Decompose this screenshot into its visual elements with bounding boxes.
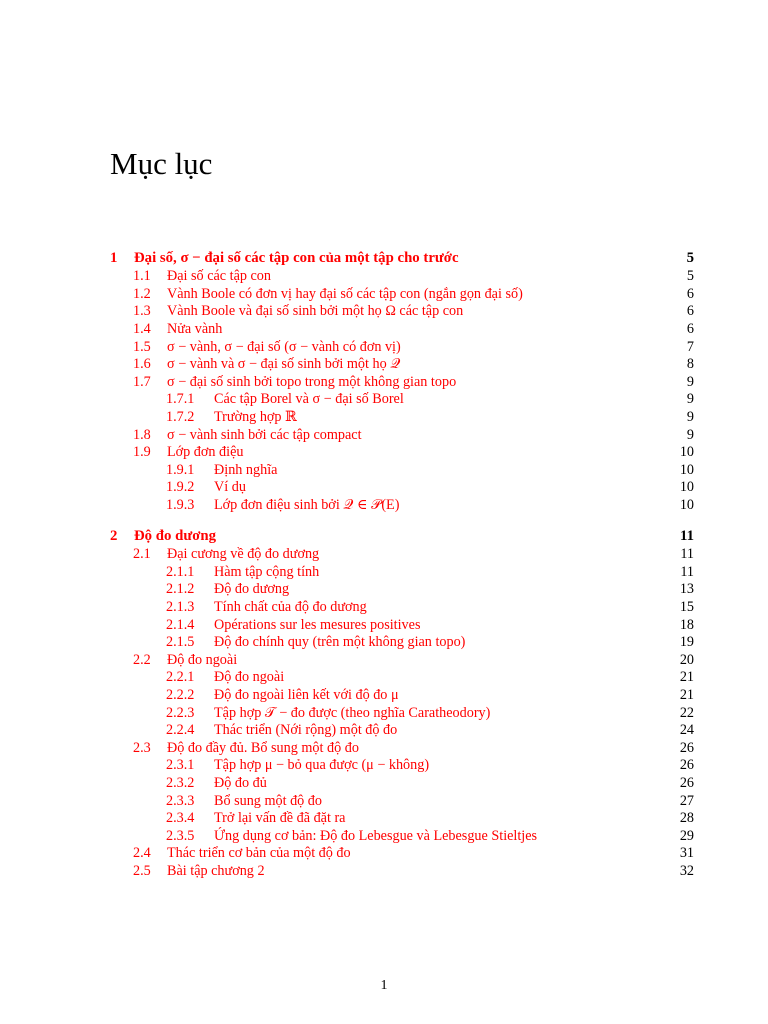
toc-entry-title[interactable]: Độ đo chính quy (trên một không gian topo): [214, 633, 471, 651]
toc-entry-title[interactable]: Trở lại vấn đề đã đặt ra: [214, 809, 351, 827]
toc-entry-number: 2.3.4: [166, 810, 195, 827]
toc-entry-number: 2.3: [133, 739, 151, 756]
toc-entry-page: 19: [658, 633, 694, 651]
toc-entry-number: 1.8: [133, 426, 151, 443]
toc-entry-number: 2.2.1: [166, 669, 195, 686]
toc-subsection-2-3-1[interactable]: [166, 756, 694, 774]
toc-entry-title[interactable]: Thác triển cơ bản của một độ đo: [167, 844, 357, 862]
toc-entry-number: 2.1.1: [166, 563, 195, 580]
toc-entry-title[interactable]: Định nghĩa: [214, 461, 283, 479]
toc-entry-title[interactable]: Ví dụ: [214, 478, 252, 496]
toc-subsection-2-3-5[interactable]: [166, 827, 694, 845]
toc-entry-page: 10: [658, 496, 694, 514]
toc-entry-title[interactable]: Các tập Borel và σ − đại số Borel: [214, 390, 410, 408]
toc-entry-title[interactable]: σ − vành, σ − đại số (σ − vành có đơn vị): [167, 338, 407, 356]
toc-section-1-1[interactable]: [133, 267, 694, 285]
toc-entry-title[interactable]: Đại số, σ − đại số các tập con của một tập cho trước: [134, 249, 465, 267]
toc-entry-page: 11: [658, 527, 694, 545]
toc-entry-page: 10: [658, 478, 694, 496]
toc-entry-number: 1.7.1: [166, 391, 195, 408]
toc-entry-title[interactable]: Độ đo ngoài: [167, 651, 243, 669]
toc-entry-page: 11: [658, 563, 694, 581]
toc-entry-number: 1.3: [133, 303, 151, 320]
toc-entry-title[interactable]: Tập hợp 𝒯 − đo được (theo nghĩa Caratheodory): [214, 704, 496, 722]
toc-entry-page: 9: [658, 426, 694, 444]
toc-entry-page: 26: [658, 739, 694, 757]
page-title: Mục lục: [110, 146, 213, 181]
toc-subsection-2-3-3[interactable]: [166, 792, 694, 810]
toc-entry-title[interactable]: Tính chất của độ đo dương: [214, 598, 373, 616]
toc-entry-page: 9: [658, 373, 694, 391]
toc-subsection-1-9-2[interactable]: [166, 478, 694, 496]
toc-entry-number: 2.2.3: [166, 704, 195, 721]
toc-entry-title[interactable]: σ − vành và σ − đại số sinh bởi một họ 𝒬: [167, 355, 406, 373]
toc-entry-page: 29: [658, 827, 694, 845]
toc-entry-page: 9: [658, 390, 694, 408]
toc-entry-page: 26: [658, 756, 694, 774]
toc-chapter-1[interactable]: [110, 249, 694, 267]
toc-entry-number: 2.1.4: [166, 616, 195, 633]
toc-entry-page: 9: [658, 408, 694, 426]
toc-entry-page: 6: [658, 302, 694, 320]
toc-entry-number: 1.2: [133, 285, 151, 302]
toc-entry-number: 1: [110, 250, 118, 266]
toc-subsection-2-1-2[interactable]: [166, 580, 694, 598]
toc-entry-page: 5: [658, 249, 694, 267]
toc-subsection-2-2-4[interactable]: [166, 721, 694, 739]
toc-entry-number: 1.7.2: [166, 408, 195, 425]
toc-entry-number: 2.2: [133, 651, 151, 668]
toc-entry-number: 1.6: [133, 356, 151, 373]
toc-entry-title[interactable]: Lớp đơn điệu: [167, 443, 249, 461]
toc-entry-title[interactable]: Độ đo ngoài liên kết với độ đo μ: [214, 686, 405, 704]
toc-entry-title[interactable]: Đại cương về độ đo dương: [167, 545, 325, 563]
toc-section-1-5[interactable]: [133, 338, 694, 356]
toc-entry-number: 1.9.1: [166, 461, 195, 478]
toc-entry-number: 2.1.5: [166, 634, 195, 651]
toc-section-2-1[interactable]: [133, 545, 694, 563]
toc-entry-title[interactable]: σ − đại số sinh bởi topo trong một không gian topo: [167, 373, 462, 391]
toc-entry-number: 2.1: [133, 546, 151, 563]
toc-section-1-9[interactable]: [133, 443, 694, 461]
toc-entry-title[interactable]: Độ đo dương: [214, 580, 295, 598]
toc-subsection-1-9-1[interactable]: [166, 461, 694, 479]
toc-section-2-4[interactable]: [133, 844, 694, 862]
toc-section-1-3[interactable]: [133, 302, 694, 320]
toc-entry-number: 1.4: [133, 320, 151, 337]
toc-section-1-7[interactable]: [133, 373, 694, 391]
page-number: 1: [380, 978, 388, 993]
toc-entry-page: 21: [658, 686, 694, 704]
toc-entry-title[interactable]: Ứng dụng cơ bản: Độ đo Lebesgue và Lebesgue Stieltjes: [214, 827, 543, 845]
toc-entry-title[interactable]: Độ đo đầy đủ. Bổ sung một độ đo: [167, 739, 365, 757]
toc-entry-title[interactable]: σ − vành sinh bởi các tập compact: [167, 426, 368, 444]
toc-entry-number: 1.9.2: [166, 479, 195, 496]
toc-entry-title[interactable]: Bổ sung một độ đo: [214, 792, 328, 810]
toc-entry-number: 1.9: [133, 444, 151, 461]
toc-entry-number: 2.2.2: [166, 686, 195, 703]
toc-section-1-4[interactable]: [133, 320, 694, 338]
toc-entry-page: 18: [658, 616, 694, 634]
toc-entry-number: 1.5: [133, 338, 151, 355]
toc-entry-title[interactable]: Vành Boole có đơn vị hay đại số các tập con (ngắn gọn đại số): [167, 285, 529, 303]
toc-subsection-2-3-4[interactable]: [166, 809, 694, 827]
toc-entry-page: 20: [658, 651, 694, 669]
toc-section-1-6[interactable]: [133, 355, 694, 373]
toc-chapter-2[interactable]: [110, 527, 694, 545]
toc-entry-page: 32: [658, 862, 694, 880]
toc-entry-page: 7: [658, 338, 694, 356]
toc-entry-number: 2.3.1: [166, 757, 195, 774]
toc-section-2-5[interactable]: [133, 862, 694, 880]
toc-subsection-2-1-5[interactable]: [166, 633, 694, 651]
toc-entry-number: 2.3.2: [166, 774, 195, 791]
toc-entry-number: 2.3.5: [166, 827, 195, 844]
toc-subsection-2-2-3[interactable]: [166, 704, 694, 722]
toc-entry-page: 11: [658, 545, 694, 563]
toc-entry-page: 21: [658, 668, 694, 686]
toc-entry-number: 2.3.3: [166, 792, 195, 809]
toc-entry-number: 2.4: [133, 845, 151, 862]
toc-entry-title[interactable]: Độ đo ngoài: [214, 668, 290, 686]
toc-subsection-2-1-1[interactable]: [166, 563, 694, 581]
toc-entry-title[interactable]: Lớp đơn điệu sinh bởi 𝒬 ∈ 𝒫(E): [214, 496, 405, 514]
toc-entry-page: 6: [658, 320, 694, 338]
toc-entry-title[interactable]: Trường hợp ℝ: [214, 408, 303, 426]
toc-entry-title[interactable]: Thác triển (Nới rộng) một độ đo: [214, 721, 403, 739]
toc-subsection-2-1-4[interactable]: [166, 616, 694, 634]
toc-entry-title[interactable]: Bài tập chương 2: [167, 862, 271, 880]
toc-entry-number: 2: [110, 528, 118, 544]
toc-entry-page: 28: [658, 809, 694, 827]
toc-entry-title[interactable]: Nửa vành: [167, 320, 228, 338]
toc-subsection-1-9-3[interactable]: [166, 496, 694, 514]
toc-entry-number: 1.9.3: [166, 496, 195, 513]
toc-entry-title[interactable]: Độ đo dương: [134, 527, 222, 545]
toc-entry-page: 13: [658, 580, 694, 598]
toc-entry-number: 2.5: [133, 862, 151, 879]
toc-entry-title[interactable]: Vành Boole và đại số sinh bởi một họ Ω các tập con: [167, 302, 469, 320]
toc-entry-number: 1.7: [133, 373, 151, 390]
toc-entry-number: 2.1.3: [166, 598, 195, 615]
toc-entry-title[interactable]: Opérations sur les mesures positives: [214, 616, 426, 634]
toc-section-1-2[interactable]: [133, 285, 694, 303]
toc-entry-page: 10: [658, 443, 694, 461]
toc-entry-page: 8: [658, 355, 694, 373]
toc-subsection-2-3-2[interactable]: [166, 774, 694, 792]
toc-entry-page: 26: [658, 774, 694, 792]
toc-section-2-2[interactable]: [133, 651, 694, 669]
toc-entry-page: 15: [658, 598, 694, 616]
toc-entry-title[interactable]: Tập hợp μ − bỏ qua được (μ − không): [214, 756, 435, 774]
toc-entry-number: 1.1: [133, 268, 151, 285]
toc-entry-page: 5: [658, 267, 694, 285]
toc-entry-number: 2.2.4: [166, 722, 195, 739]
toc-subsection-2-2-1[interactable]: [166, 668, 694, 686]
toc-entry-page: 6: [658, 285, 694, 303]
toc-section-1-8[interactable]: [133, 426, 694, 444]
toc-section-2-3[interactable]: [133, 739, 694, 757]
toc-entry-title[interactable]: Đại số các tập con: [167, 267, 277, 285]
toc-entry-title[interactable]: Độ đo đủ: [214, 774, 273, 792]
toc-entry-page: 31: [658, 844, 694, 862]
toc-entry-page: 10: [658, 461, 694, 479]
toc-entry-page: 24: [658, 721, 694, 739]
toc-subsection-2-2-2[interactable]: [166, 686, 694, 704]
toc-entry-page: 22: [658, 704, 694, 722]
toc-subsection-2-1-3[interactable]: [166, 598, 694, 616]
toc-subsection-1-7-1[interactable]: [166, 390, 694, 408]
toc-entry-number: 2.1.2: [166, 581, 195, 598]
toc-entry-title[interactable]: Hàm tập cộng tính: [214, 563, 325, 581]
toc-subsection-1-7-2[interactable]: [166, 408, 694, 426]
toc-entry-page: 27: [658, 792, 694, 810]
